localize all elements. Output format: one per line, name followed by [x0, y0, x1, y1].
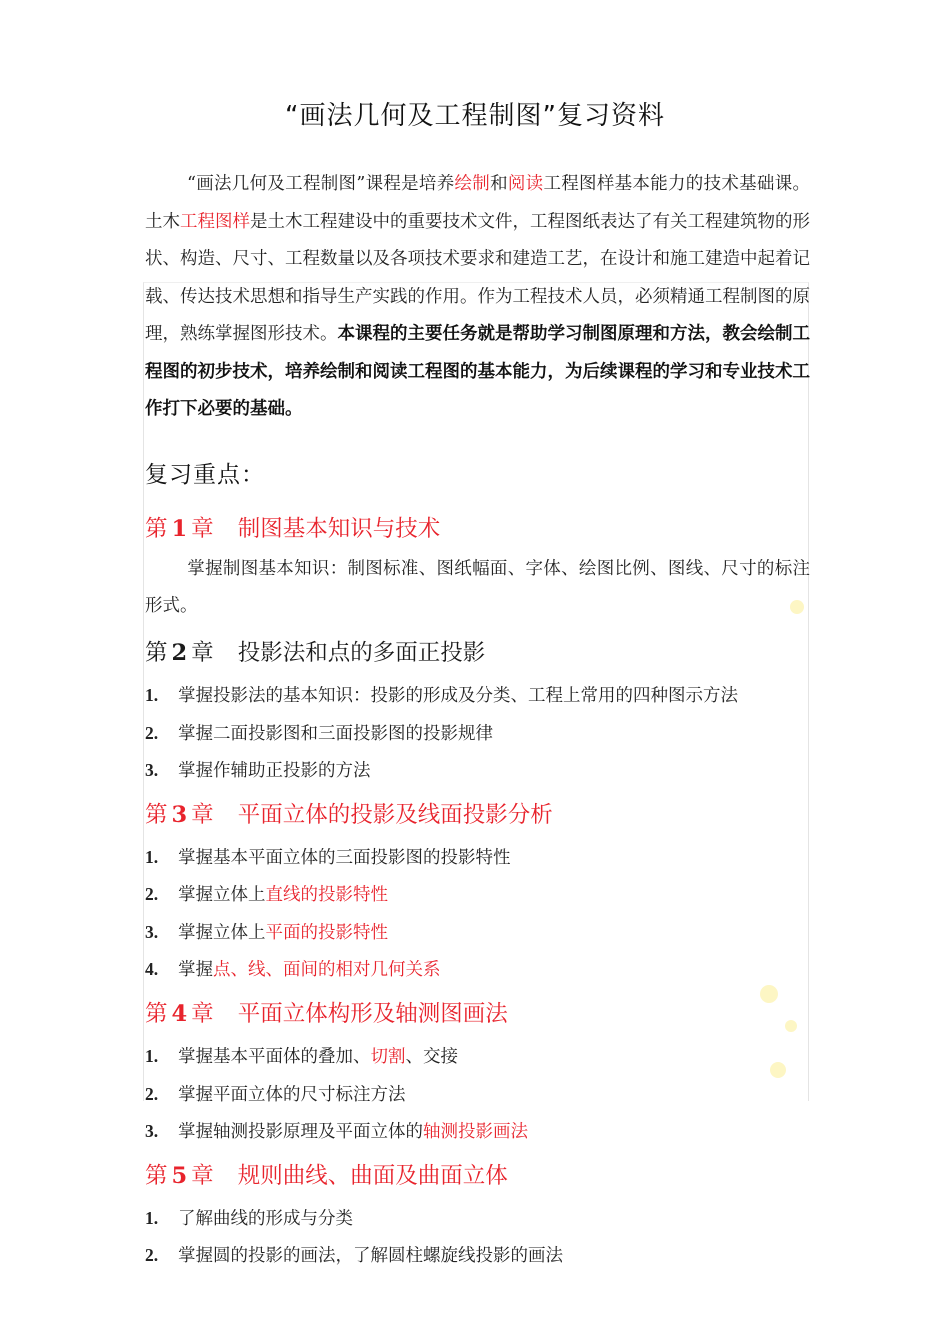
chapter-title: 平面立体的投影及线面投影分析: [237, 802, 553, 828]
chapter-number: 2: [171, 640, 188, 666]
document-title: “画法几何及工程制图”复习资料: [285, 101, 665, 131]
list-item: [145, 1043, 458, 1068]
list-item: [145, 720, 493, 745]
chapter-1-body: 掌握制图基本知识：制图标准、图纸幅面、字体、绘图比例、图线、尺寸的标注形式。: [145, 559, 810, 616]
decorative-dot: [785, 1020, 797, 1032]
chapter-prefix: 第: [145, 1001, 168, 1027]
chapter-prefix: 第: [145, 1163, 168, 1189]
chapter-title: 制图基本知识与技术: [237, 516, 441, 542]
list-item: [145, 919, 388, 944]
chapter-number: 1: [171, 516, 188, 542]
intro-highlight: 工程图样: [180, 211, 250, 232]
chapter-title: 规则曲线、曲面及曲面立体: [237, 1163, 508, 1189]
intro-text: “画法几何及工程制图”课程是培养: [187, 174, 455, 194]
item-highlight: 直线的投影特性: [265, 885, 388, 905]
item-text: 掌握作辅助正投影的方法: [178, 761, 371, 781]
list-item: [145, 757, 371, 782]
chapter-title: 平面立体构形及轴测图画法: [237, 1001, 508, 1027]
chapter-prefix: 第: [145, 802, 168, 828]
item-number: 1.: [145, 685, 159, 705]
item-highlight: 平面的投影特性: [265, 923, 388, 943]
decorative-dot: [760, 985, 778, 1003]
item-text: 掌握投影法的基本知识：投影的形成及分类、工程上常用的四种图示方法: [178, 686, 738, 706]
review-heading: 复习重点：: [145, 462, 265, 488]
chapter-suffix: 章: [191, 1163, 214, 1189]
chapter-3-heading: [145, 797, 553, 829]
intro-text: 工程图样基本能力的技术基础课。土木: [145, 174, 811, 232]
item-number: 1.: [145, 847, 159, 867]
list-item: [145, 682, 738, 707]
list-item: [145, 956, 441, 981]
chapter-suffix: 章: [191, 1001, 214, 1027]
chapter-4-heading: [145, 996, 508, 1028]
item-text: 掌握轴测投影原理及平面立体的: [178, 1122, 423, 1142]
list-item: [145, 1205, 353, 1230]
chapter-1-heading: [145, 511, 440, 543]
item-number: 2.: [145, 723, 159, 743]
chapter-number: 5: [171, 1163, 188, 1189]
item-text: 、交接: [405, 1047, 458, 1067]
item-text: 掌握二面投影图和三面投影图的投影规律: [178, 724, 493, 744]
item-text: 了解曲线的形成与分类: [178, 1209, 353, 1229]
item-number: 1.: [145, 1208, 159, 1228]
item-number: 2.: [145, 1245, 159, 1265]
item-highlight: 切割: [370, 1047, 406, 1067]
chapter-suffix: 章: [191, 640, 214, 666]
item-text: 掌握立体上: [178, 923, 266, 943]
intro-paragraph: [145, 166, 810, 429]
list-item: [145, 844, 511, 869]
chapter-number: 3: [171, 802, 188, 828]
item-number: 3.: [145, 922, 159, 942]
decorative-dot: [770, 1062, 786, 1078]
list-item: [145, 1118, 528, 1143]
intro-highlight: 阅读: [507, 174, 544, 194]
chapter-suffix: 章: [191, 802, 214, 828]
intro-bold-text: 本课程的主要任务就是帮助学习制图原理和方法，教会绘制工程图的初步技术，培养绘制和阅读工程图的基本能力，为后续课程的学习和专业技术工作打下必要的基础。: [145, 324, 810, 419]
item-number: 4.: [145, 959, 159, 979]
chapter-title: 投影法和点的多面正投影: [237, 640, 486, 666]
item-text: 掌握基本平面立体的三面投影图的投影特性: [178, 848, 511, 868]
chapter-number: 4: [171, 1001, 188, 1027]
item-text: 掌握立体上: [178, 885, 266, 905]
item-text: 掌握平面立体的尺寸标注方法: [178, 1085, 406, 1105]
list-item: [145, 1081, 406, 1106]
item-text: 掌握: [178, 960, 213, 980]
chapter-1-text: [145, 551, 810, 625]
item-text: 掌握基本平面体的叠加、: [178, 1047, 371, 1067]
item-number: 2.: [145, 1084, 159, 1104]
item-number: 2.: [145, 884, 159, 904]
item-number: 1.: [145, 1046, 159, 1066]
list-item: [145, 1242, 563, 1267]
item-text: 掌握圆的投影的画法，了解圆柱螺旋线投影的画法: [178, 1246, 563, 1266]
chapter-5-heading: [145, 1158, 508, 1190]
intro-text: 是土木工程建设中的重要技术文件，工程图纸表达了有关工程建筑物的形状、构造、尺寸、工程数量以及各项技术要求和建造工艺，在设计和施工建造中起着记载、传达技术思想和指导生产实践的作用。作为工程技术人员，必须精通工程制图的原理，熟练掌握图形技术。: [145, 211, 810, 344]
intro-highlight: 绘制: [454, 174, 491, 194]
item-number: 3.: [145, 760, 159, 780]
chapter-2-heading: [145, 635, 485, 667]
item-number: 3.: [145, 1121, 159, 1141]
chapter-prefix: 第: [145, 516, 168, 542]
item-highlight: 点、线、面间的相对几何关系: [213, 960, 441, 980]
chapter-prefix: 第: [145, 640, 168, 666]
item-highlight: 轴测投影画法: [423, 1122, 528, 1142]
intro-text: 和: [490, 174, 508, 194]
list-item: [145, 881, 388, 906]
chapter-suffix: 章: [191, 516, 214, 542]
